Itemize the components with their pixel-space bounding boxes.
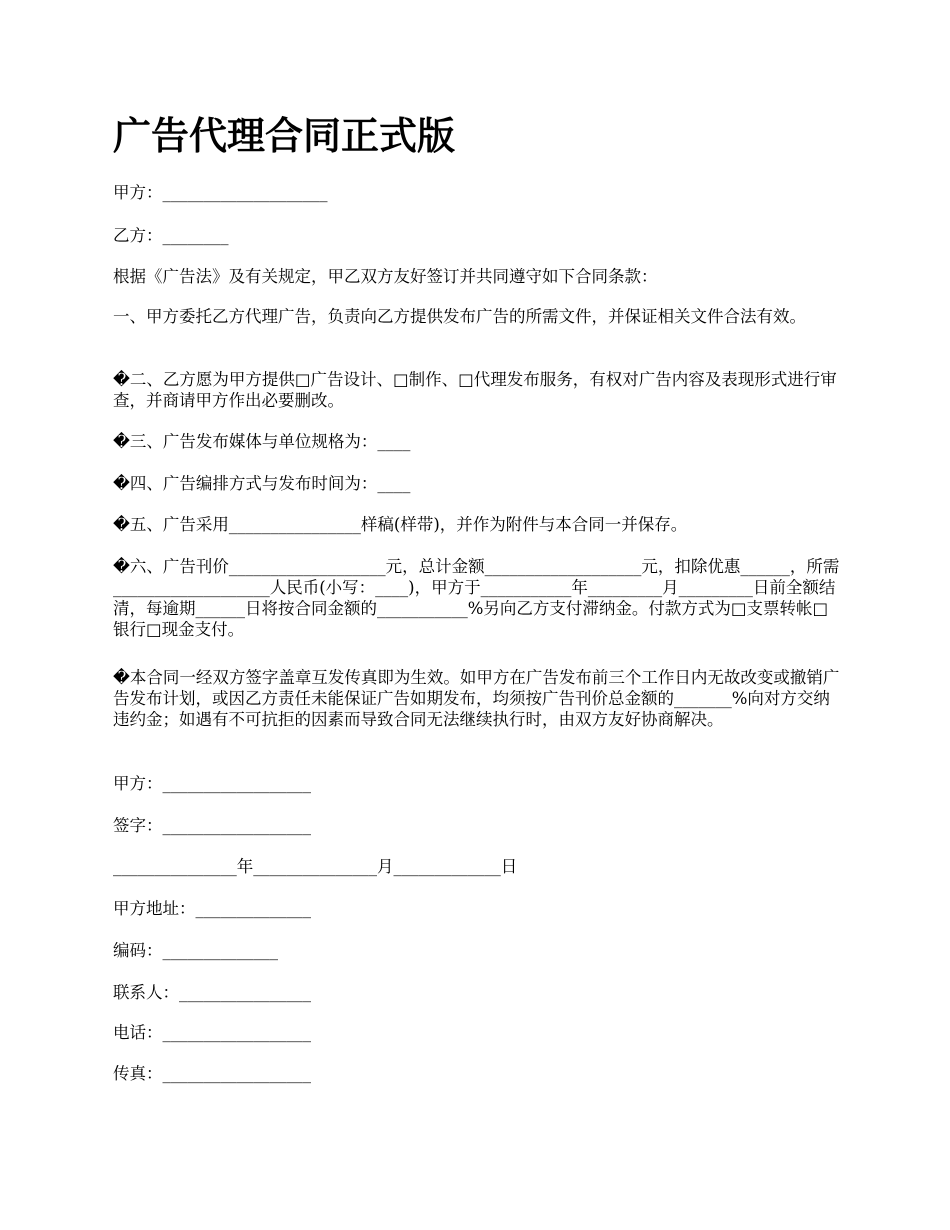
address-line: 甲方地址：______________ (113, 899, 311, 918)
page-title: 广告代理合同正式版 (113, 114, 456, 158)
party-b-line: 乙方：________ (113, 226, 229, 245)
clause-5: �五、广告采用________________样稿(样带)，并作为附件与本合同一并保存。 (113, 515, 688, 534)
clause-7: �本合同一经双方签字盖章互发传真即为生效。如甲方在广告发布前三个工作日内无故改变或撤销广告发布计划，或因乙方责任未能保证广告如期发布，均须按广告刊价总金额的_______%向对方交纳违约金；如遇有不可抗拒的因素而导致合同无法继续执行时，由双方友好协商解决。 (113, 668, 840, 729)
sign-party-a: 甲方：__________________ (113, 774, 311, 793)
postcode-line: 编码：______________ (113, 941, 278, 960)
phone-line: 电话：__________________ (113, 1023, 311, 1042)
clause-6: �六、广告刊价___________________元，总计金额___________________元，扣除优惠______，所需___________________人民币(小写：____)，甲方于___________年_________月_________日前全额结清，每逾期______日将按合同金额的___________%另向乙方支付滞纳金。付款方式为□支票转帐□银行□现金支付。 (113, 557, 840, 639)
intro-paragraph: 根据《广告法》及有关规定，甲乙双方友好签订并共同遵守如下合同条款： (113, 267, 658, 286)
clause-1: 一、甲方委托乙方代理广告，负责向乙方提供发布广告的所需文件，并保证相关文件合法有效。 (113, 307, 806, 326)
clause-2: �二、乙方愿为甲方提供□广告设计、□制作、□代理发布服务，有权对广告内容及表现形式进行审查，并商请甲方作出必要删改。 (113, 370, 837, 410)
clause-4: �四、广告编排方式与发布时间为：____ (113, 474, 411, 493)
fax-line: 传真：__________________ (113, 1064, 311, 1083)
signature-line: 签字：__________________ (113, 816, 311, 835)
party-a-line: 甲方：____________________ (113, 183, 328, 202)
clause-3: �三、广告发布媒体与单位规格为：____ (113, 432, 411, 451)
contact-line: 联系人：________________ (113, 983, 311, 1002)
date-line: _______________年_______________月_____________日 (113, 857, 518, 876)
